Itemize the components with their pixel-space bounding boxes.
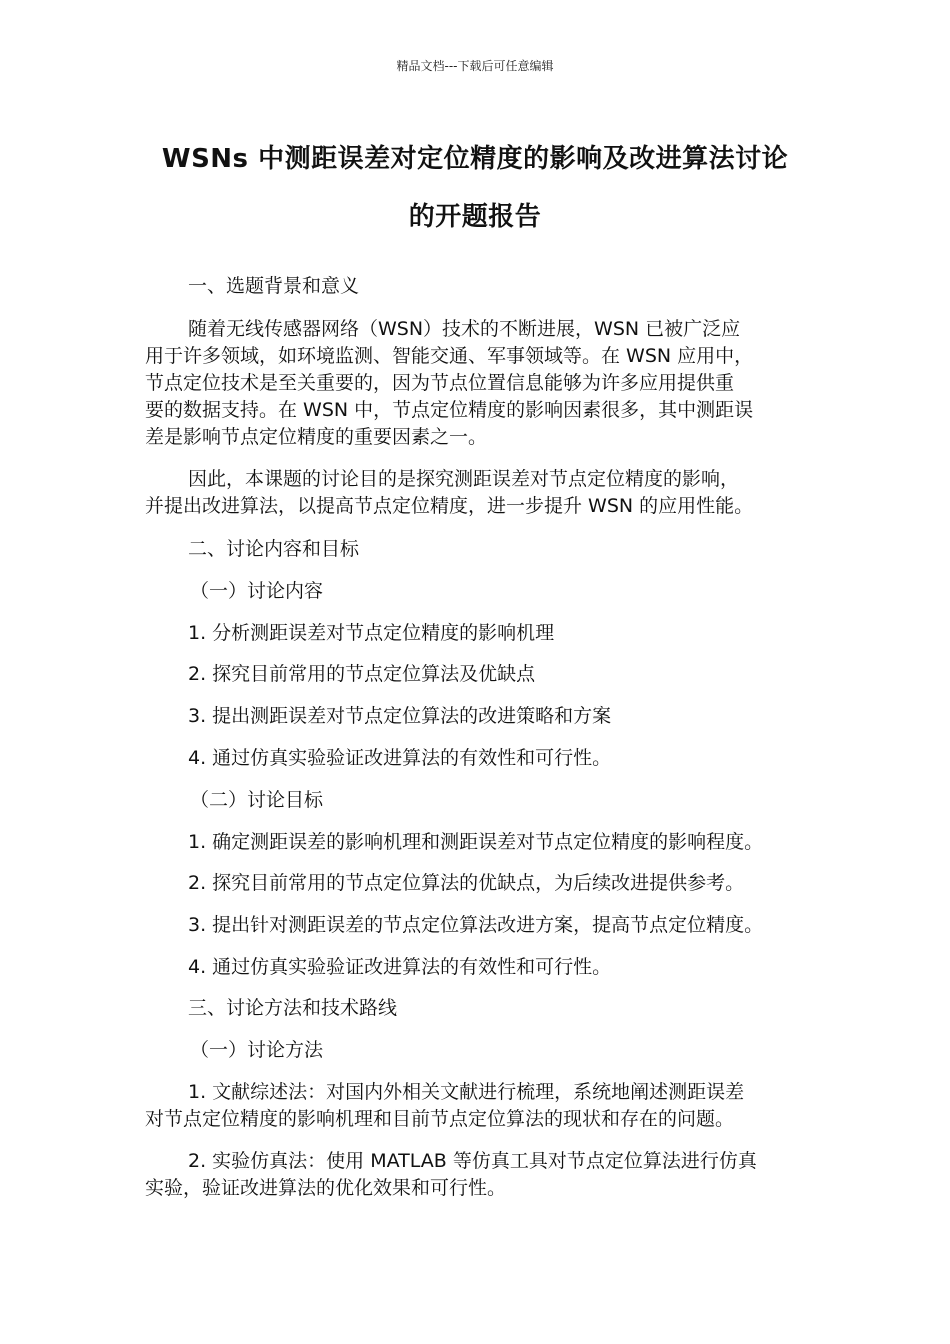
subsection-heading: （一）讨论内容	[190, 580, 324, 602]
list-item: 2. 探究目前常用的节点定位算法及优缺点	[188, 663, 536, 685]
paragraph-line: 2. 实验仿真法：使用 MATLAB 等仿真工具对节点定位算法进行仿真	[188, 1150, 757, 1172]
paragraph-line: 差是影响节点定位精度的重要因素之一。	[145, 426, 488, 448]
paragraph-line: 用于许多领域，如环境监测、智能交通、军事领域等。在 WSN 应用中，	[145, 345, 754, 367]
paragraph-line: 对节点定位精度的影响机理和目前节点定位算法的现状和存在的问题。	[145, 1108, 735, 1130]
section-heading: 三、讨论方法和技术路线	[188, 997, 398, 1019]
paragraph-line: 1. 文献综述法：对国内外相关文献进行梳理，系统地阐述测距误差	[188, 1081, 745, 1103]
paragraph-line: 实验，验证改进算法的优化效果和可行性。	[145, 1177, 507, 1199]
subsection-heading: （二）讨论目标	[190, 789, 324, 811]
paragraph-line: 要的数据支持。在 WSN 中，节点定位精度的影响因素很多，其中测距误	[145, 399, 754, 421]
page-header: 精品文档---下载后可任意编辑	[396, 59, 554, 73]
list-item: 1. 确定测距误差的影响机理和测距误差对节点定位精度的影响程度。	[188, 831, 764, 853]
paragraph-line: 节点定位技术是至关重要的，因为节点位置信息能够为许多应用提供重	[145, 372, 735, 394]
list-item: 3. 提出测距误差对节点定位算法的改进策略和方案	[188, 705, 612, 727]
list-item: 4. 通过仿真实验验证改进算法的有效性和可行性。	[188, 956, 612, 978]
section-heading: 一、选题背景和意义	[188, 275, 360, 297]
list-item: 4. 通过仿真实验验证改进算法的有效性和可行性。	[188, 747, 612, 769]
list-item: 3. 提出针对测距误差的节点定位算法改进方案，提高节点定位精度。	[188, 914, 764, 936]
section-heading: 二、讨论内容和目标	[188, 538, 360, 560]
paragraph-line: 并提出改进算法，以提高节点定位精度，进一步提升 WSN 的应用性能。	[145, 495, 754, 517]
document-title-line-2: 的开题报告	[408, 202, 542, 232]
document-title-line-1: WSNs 中测距误差对定位精度的影响及改进算法讨论	[161, 144, 789, 174]
list-item: 1. 分析测距误差对节点定位精度的影响机理	[188, 622, 555, 644]
list-item: 2. 探究目前常用的节点定位算法的优缺点，为后续改进提供参考。	[188, 872, 745, 894]
subsection-heading: （一）讨论方法	[190, 1039, 324, 1061]
paragraph-line: 因此，本课题的讨论目的是探究测距误差对节点定位精度的影响，	[188, 468, 740, 490]
paragraph-line: 随着无线传感器网络（WSN）技术的不断进展，WSN 已被广泛应	[188, 318, 741, 340]
